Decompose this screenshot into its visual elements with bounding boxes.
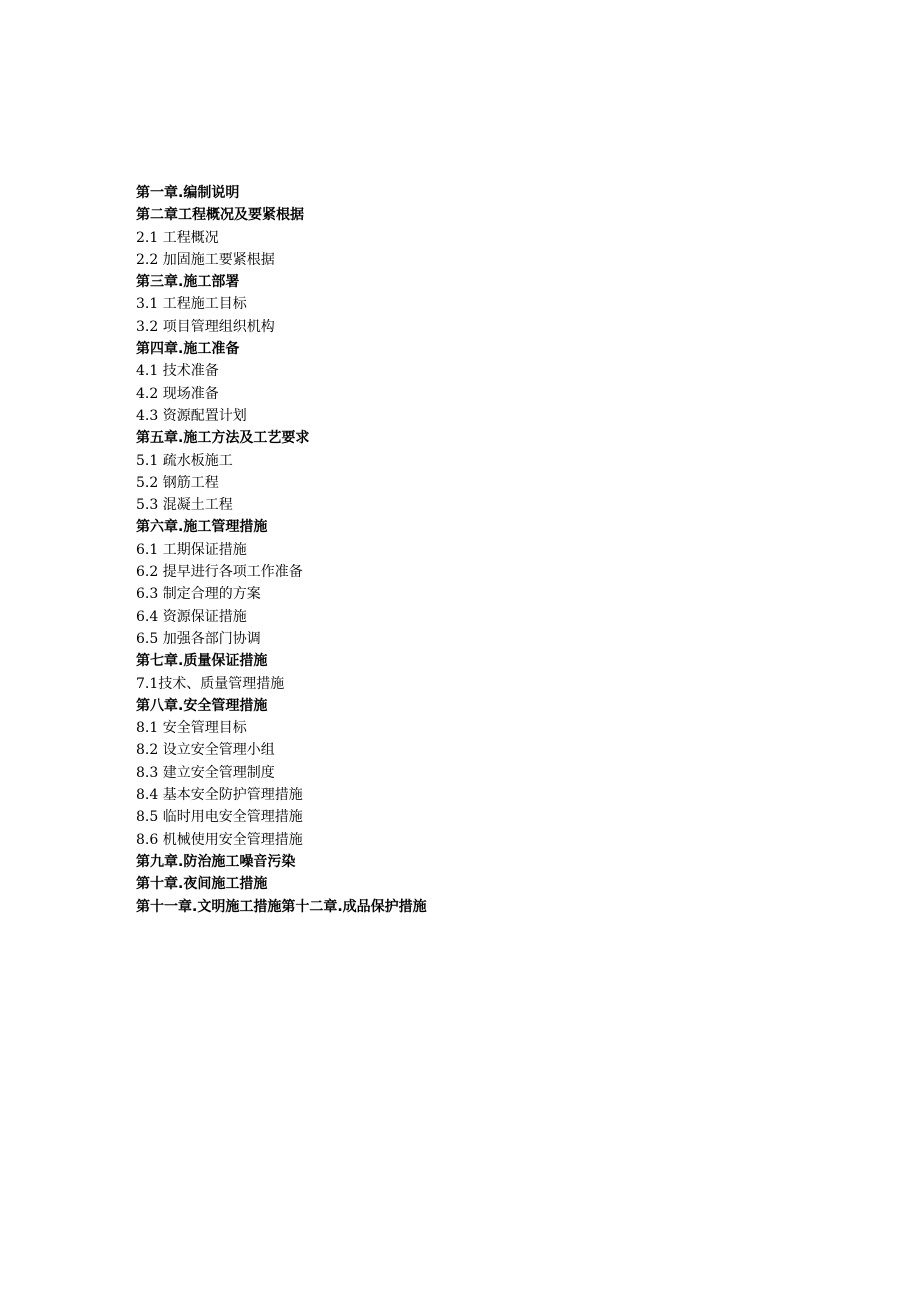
toc-section-4-3: 4.3 资源配置计划 bbox=[136, 407, 247, 424]
toc-chapter-3: 第三章.施工部署 bbox=[136, 274, 240, 291]
toc-section-8-1: 8.1 安全管理目标 bbox=[136, 720, 247, 737]
toc-section-8-6: 8.6 机械使用安全管理措施 bbox=[136, 831, 303, 848]
toc-section-6-5: 6.5 加强各部门协调 bbox=[136, 630, 261, 647]
toc-chapter-4: 第四章.施工准备 bbox=[136, 341, 240, 358]
toc-section-5-1: 5.1 疏水板施工 bbox=[136, 452, 233, 469]
toc-section-4-1: 4.1 技术准备 bbox=[136, 363, 219, 380]
table-of-contents bbox=[136, 182, 836, 918]
toc-section-8-5: 8.5 临时用电安全管理措施 bbox=[136, 809, 303, 826]
toc-chapter-1: 第一章.编制说明 bbox=[136, 185, 240, 201]
toc-section-5-3: 5.3 混凝土工程 bbox=[136, 497, 233, 514]
toc-section-3-2: 3.2 项目管理组织机构 bbox=[136, 318, 275, 335]
toc-chapter-8: 第八章.安全管理措施 bbox=[136, 697, 268, 714]
toc-section-8-2: 8.2 设立安全管理小组 bbox=[136, 742, 275, 759]
toc-chapter-9: 第九章.防治施工噪音污染 bbox=[136, 853, 296, 870]
toc-section-6-1: 6.1 工期保证措施 bbox=[136, 541, 247, 558]
toc-section-6-4: 6.4 资源保证措施 bbox=[136, 608, 247, 625]
toc-chapter-2: 第二章工程概况及要紧根据 bbox=[136, 207, 304, 224]
toc-section-7-1: 7.1技术、质量管理措施 bbox=[136, 675, 285, 692]
toc-chapter-10: 第十章.夜间施工措施 bbox=[136, 876, 268, 893]
toc-section-4-2: 4.2 现场准备 bbox=[136, 385, 219, 402]
toc-section-6-2: 6.2 提早进行各项工作准备 bbox=[136, 564, 303, 581]
toc-section-8-4: 8.4 基本安全防护管理措施 bbox=[136, 787, 303, 804]
toc-chapter-7: 第七章.质量保证措施 bbox=[136, 653, 268, 670]
toc-chapter-6: 第六章.施工管理措施 bbox=[136, 519, 268, 536]
toc-section-8-3: 8.3 建立安全管理制度 bbox=[136, 764, 275, 781]
toc-section-2-2: 2.2 加固施工要紧根据 bbox=[136, 251, 275, 268]
toc-section-2-1: 2.1 工程概况 bbox=[136, 229, 219, 246]
toc-chapter-11-12: 第十一章.文明施工措施第十二章.成品保护措施 bbox=[136, 898, 427, 915]
toc-section-6-3: 6.3 制定合理的方案 bbox=[136, 586, 261, 603]
toc-chapter-5: 第五章.施工方法及工艺要求 bbox=[136, 430, 310, 447]
toc-section-5-2: 5.2 钢筋工程 bbox=[136, 474, 219, 491]
toc-section-3-1: 3.1 工程施工目标 bbox=[136, 296, 247, 313]
